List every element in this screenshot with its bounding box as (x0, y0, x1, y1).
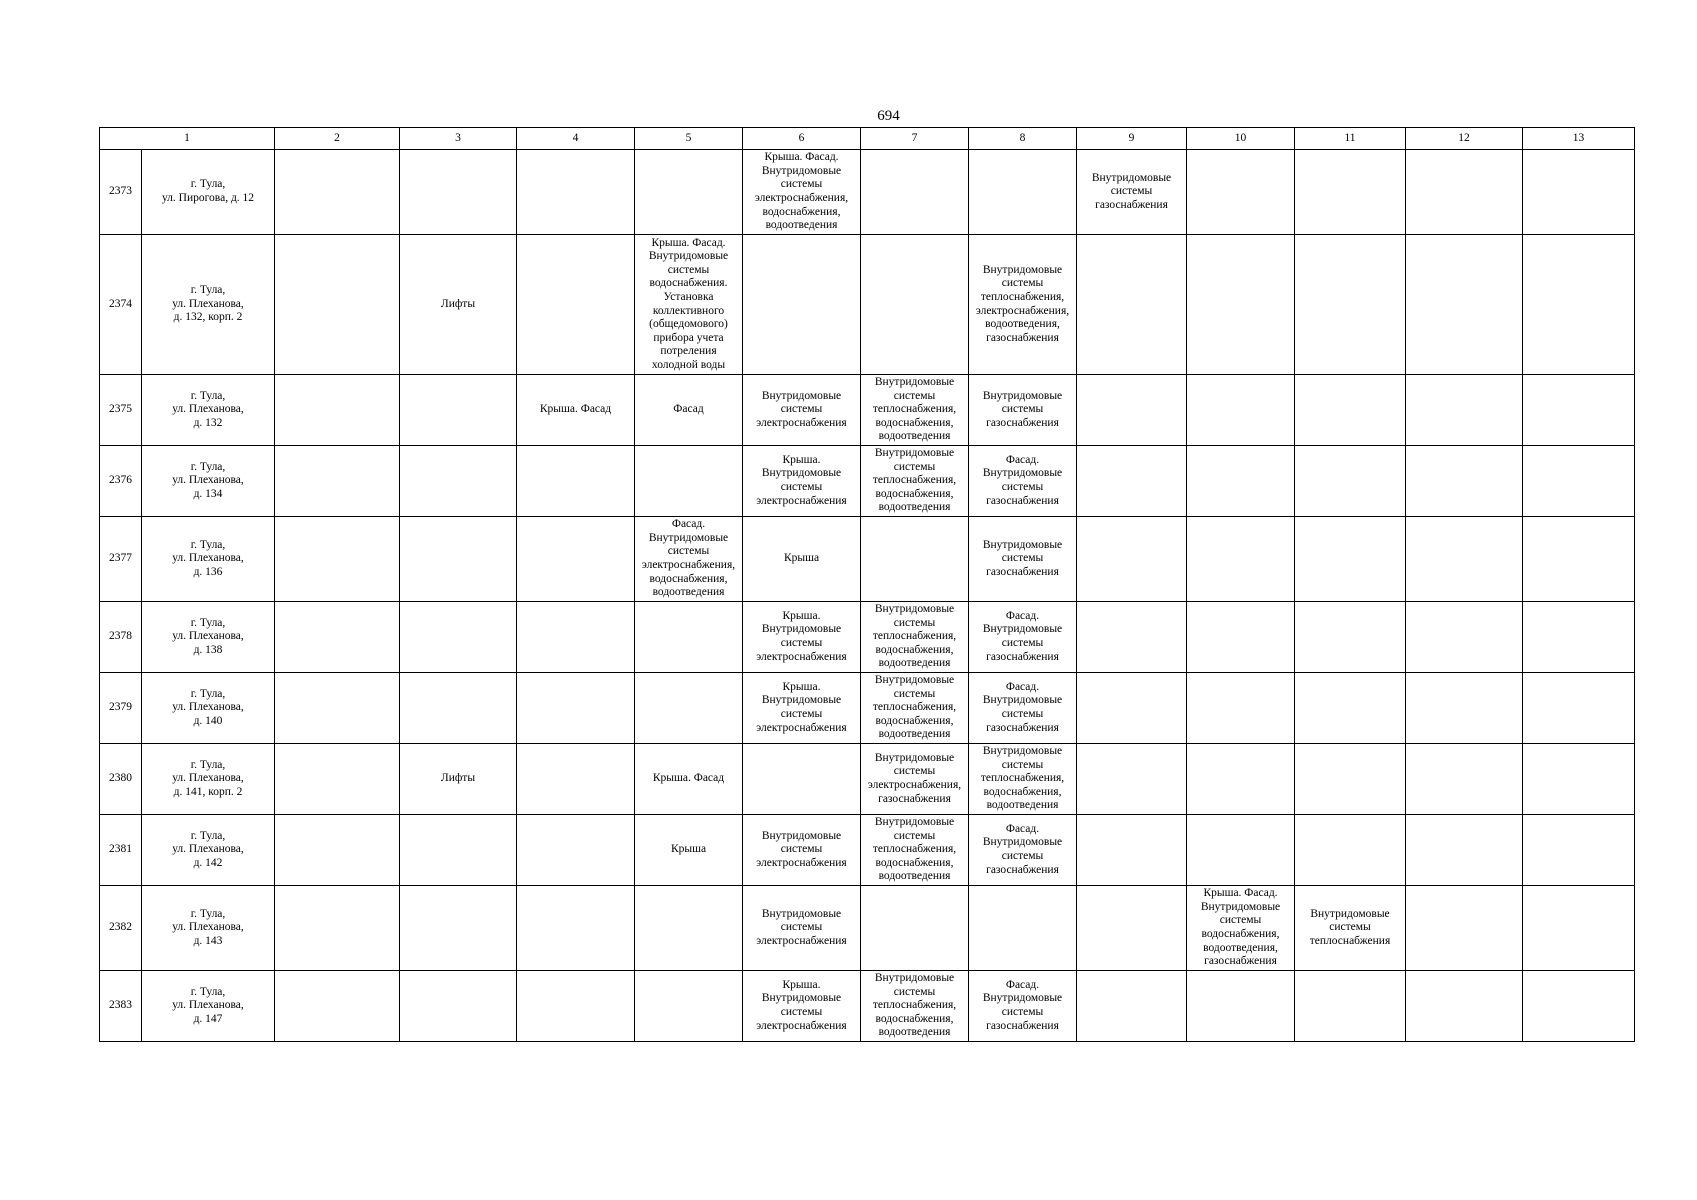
work-type-cell (1077, 517, 1187, 602)
work-type-cell (1406, 886, 1523, 971)
work-type-cell (517, 744, 635, 815)
table-row (100, 235, 1635, 375)
work-type-cell (743, 744, 861, 815)
table-row (100, 971, 1635, 1042)
work-type-cell (517, 886, 635, 971)
work-type-cell (400, 602, 517, 673)
work-type-cell (1077, 375, 1187, 446)
work-type-cell (1187, 517, 1295, 602)
work-type-cell (1295, 375, 1406, 446)
work-type-cell (400, 971, 517, 1042)
work-type-cell (1406, 602, 1523, 673)
work-type-cell: Внутридомовые системы электроснабжения (743, 815, 861, 886)
work-type-cell (1406, 815, 1523, 886)
work-type-cell: Фасад (635, 375, 743, 446)
address-cell: г. Тула, ул. Пирогова, д. 12 (142, 150, 275, 235)
column-number-cell: 9 (1077, 128, 1187, 150)
work-type-cell: Крыша. Фасад. Внутридомовые системы водоснабжения, водоотведения, газоснабжения (1187, 886, 1295, 971)
work-type-cell: Фасад. Внутридомовые системы газоснабжения (969, 673, 1077, 744)
row-number-cell: 2378 (100, 602, 142, 673)
work-type-cell: Внутридомовые системы электроснабжения (743, 375, 861, 446)
work-type-cell (1523, 602, 1635, 673)
work-type-cell (1406, 375, 1523, 446)
address-cell: г. Тула, ул. Плеханова, д. 147 (142, 971, 275, 1042)
work-type-cell (275, 673, 400, 744)
work-type-cell (517, 971, 635, 1042)
column-number-row (100, 128, 1635, 150)
work-type-cell (275, 971, 400, 1042)
work-type-cell (861, 235, 969, 375)
work-type-cell (275, 886, 400, 971)
work-type-cell (1406, 517, 1523, 602)
work-type-cell (1406, 744, 1523, 815)
work-type-cell (1187, 815, 1295, 886)
work-type-cell: Крыша. Внутридомовые системы электроснабжения (743, 446, 861, 517)
work-type-cell (635, 446, 743, 517)
work-type-cell (1523, 150, 1635, 235)
table-row (100, 517, 1635, 602)
work-type-cell: Крыша. Внутридомовые системы электроснабжения (743, 602, 861, 673)
column-number-cell: 13 (1523, 128, 1635, 150)
work-type-cell: Внутридомовые системы теплоснабжения (1295, 886, 1406, 971)
work-type-cell (861, 150, 969, 235)
work-type-cell (400, 886, 517, 971)
work-type-cell (969, 886, 1077, 971)
work-type-cell (1295, 150, 1406, 235)
work-type-cell (517, 517, 635, 602)
column-number-cell: 1 (100, 128, 275, 150)
work-type-cell (1406, 235, 1523, 375)
address-cell: г. Тула, ул. Плеханова, д. 142 (142, 815, 275, 886)
row-number-cell: 2381 (100, 815, 142, 886)
row-number-cell: 2373 (100, 150, 142, 235)
row-number-cell: 2383 (100, 971, 142, 1042)
work-type-cell: Внутридомовые системы теплоснабжения, водоснабжения, водоотведения (861, 375, 969, 446)
work-type-cell: Внутридомовые системы теплоснабжения, водоснабжения, водоотведения (861, 815, 969, 886)
address-cell: г. Тула, ул. Плеханова, д. 132, корп. 2 (142, 235, 275, 375)
work-type-cell (1295, 517, 1406, 602)
work-type-cell (1523, 886, 1635, 971)
column-number-cell: 6 (743, 128, 861, 150)
work-type-cell (1523, 673, 1635, 744)
work-type-cell (1406, 150, 1523, 235)
work-type-cell (517, 150, 635, 235)
work-type-cell: Внутридомовые системы теплоснабжения, водоснабжения, водоотведения (861, 602, 969, 673)
table-row (100, 886, 1635, 971)
page-number: 694 (877, 108, 900, 124)
work-type-cell (635, 602, 743, 673)
work-type-cell: Крыша. Внутридомовые системы электроснабжения (743, 971, 861, 1042)
work-type-cell (1077, 815, 1187, 886)
work-type-cell (1187, 602, 1295, 673)
row-number-cell: 2382 (100, 886, 142, 971)
work-type-cell (1523, 517, 1635, 602)
row-number-cell: 2375 (100, 375, 142, 446)
column-number-cell: 10 (1187, 128, 1295, 150)
work-type-cell (1295, 602, 1406, 673)
address-cell: г. Тула, ул. Плеханова, д. 143 (142, 886, 275, 971)
work-type-cell: Фасад. Внутридомовые системы газоснабжения (969, 815, 1077, 886)
address-cell: г. Тула, ул. Плеханова, д. 136 (142, 517, 275, 602)
work-type-cell (1077, 235, 1187, 375)
work-type-cell (275, 815, 400, 886)
table-row (100, 602, 1635, 673)
table-row (100, 744, 1635, 815)
row-number-cell: 2379 (100, 673, 142, 744)
work-type-cell (1077, 744, 1187, 815)
work-type-cell: Фасад. Внутридомовые системы электроснабжения, водоснабжения, водоотведения (635, 517, 743, 602)
work-type-cell: Фасад. Внутридомовые системы газоснабжения (969, 602, 1077, 673)
work-type-cell (1187, 971, 1295, 1042)
row-number-cell: 2374 (100, 235, 142, 375)
row-number-cell: 2380 (100, 744, 142, 815)
work-type-cell (743, 235, 861, 375)
work-type-cell: Внутридомовые системы газоснабжения (969, 517, 1077, 602)
work-type-cell: Внутридомовые системы теплоснабжения, водоснабжения, водоотведения (861, 446, 969, 517)
table-row (100, 375, 1635, 446)
work-type-cell: Внутридомовые системы теплоснабжения, водоснабжения, водоотведения (969, 744, 1077, 815)
work-type-cell: Внутридомовые системы электроснабжения (743, 886, 861, 971)
work-type-cell (635, 971, 743, 1042)
table-row (100, 673, 1635, 744)
work-type-cell (400, 150, 517, 235)
column-number-cell: 3 (400, 128, 517, 150)
column-number-cell: 11 (1295, 128, 1406, 150)
work-type-cell (275, 744, 400, 815)
work-type-cell (1523, 235, 1635, 375)
work-type-cell (1523, 744, 1635, 815)
work-type-cell (517, 602, 635, 673)
column-number-cell: 4 (517, 128, 635, 150)
work-type-cell (400, 375, 517, 446)
work-type-cell (1187, 446, 1295, 517)
work-type-cell (400, 673, 517, 744)
work-type-cell (275, 235, 400, 375)
work-type-cell (1187, 150, 1295, 235)
work-type-cell (517, 673, 635, 744)
work-type-cell (517, 815, 635, 886)
work-type-cell (275, 517, 400, 602)
work-type-cell (1295, 235, 1406, 375)
work-type-cell (1523, 446, 1635, 517)
work-type-cell (1077, 446, 1187, 517)
work-type-cell: Крыша. Внутридомовые системы электроснабжения (743, 673, 861, 744)
work-type-cell: Крыша. Фасад (517, 375, 635, 446)
work-type-cell (1295, 815, 1406, 886)
repair-schedule-table (99, 127, 1635, 1042)
column-number-cell: 7 (861, 128, 969, 150)
address-cell: г. Тула, ул. Плеханова, д. 132 (142, 375, 275, 446)
work-type-cell (1187, 673, 1295, 744)
work-type-cell (635, 673, 743, 744)
work-type-cell (635, 150, 743, 235)
column-number-cell: 5 (635, 128, 743, 150)
work-type-cell (1077, 886, 1187, 971)
work-type-cell (1295, 971, 1406, 1042)
work-type-cell (635, 886, 743, 971)
work-type-cell: Крыша (635, 815, 743, 886)
work-type-cell: Фасад. Внутридомовые системы газоснабжения (969, 971, 1077, 1042)
work-type-cell (275, 602, 400, 673)
work-type-cell (400, 517, 517, 602)
work-type-cell: Крыша (743, 517, 861, 602)
column-number-cell: 2 (275, 128, 400, 150)
work-type-cell: Лифты (400, 744, 517, 815)
work-type-cell (1523, 971, 1635, 1042)
table-body (100, 128, 1635, 1042)
work-type-cell (1187, 235, 1295, 375)
work-type-cell: Внутридомовые системы электроснабжения, газоснабжения (861, 744, 969, 815)
work-type-cell: Фасад. Внутридомовые системы газоснабжения (969, 446, 1077, 517)
work-type-cell: Лифты (400, 235, 517, 375)
work-type-cell (1187, 744, 1295, 815)
work-type-cell (1077, 971, 1187, 1042)
work-type-cell (400, 446, 517, 517)
table-row (100, 150, 1635, 235)
work-type-cell: Крыша. Фасад. Внутридомовые системы водоснабжения. Установка коллективного (общедомового) прибора учета потреления холодной воды (635, 235, 743, 375)
work-type-cell (275, 375, 400, 446)
work-type-cell: Внутридомовые системы газоснабжения (969, 375, 1077, 446)
work-type-cell (400, 815, 517, 886)
row-number-cell: 2376 (100, 446, 142, 517)
work-type-cell (1077, 673, 1187, 744)
work-type-cell (275, 150, 400, 235)
table-row (100, 815, 1635, 886)
work-type-cell (517, 235, 635, 375)
row-number-cell: 2377 (100, 517, 142, 602)
work-type-cell (275, 446, 400, 517)
column-number-cell: 8 (969, 128, 1077, 150)
column-number-cell: 12 (1406, 128, 1523, 150)
work-type-cell: Внутридомовые системы теплоснабжения, водоснабжения, водоотведения (861, 971, 969, 1042)
work-type-cell: Внутридомовые системы теплоснабжения, электроснабжения, водоотведения, газоснабжения (969, 235, 1077, 375)
work-type-cell (1406, 446, 1523, 517)
work-type-cell (517, 446, 635, 517)
work-type-cell (1406, 971, 1523, 1042)
work-type-cell (1523, 375, 1635, 446)
address-cell: г. Тула, ул. Плеханова, д. 140 (142, 673, 275, 744)
work-type-cell (1295, 744, 1406, 815)
work-type-cell: Внутридомовые системы теплоснабжения, водоснабжения, водоотведения (861, 673, 969, 744)
work-type-cell (1187, 375, 1295, 446)
address-cell: г. Тула, ул. Плеханова, д. 141, корп. 2 (142, 744, 275, 815)
address-cell: г. Тула, ул. Плеханова, д. 134 (142, 446, 275, 517)
work-type-cell (1406, 673, 1523, 744)
work-type-cell (969, 150, 1077, 235)
work-type-cell: Крыша. Фасад. Внутридомовые системы электроснабжения, водоснабжения, водоотведения (743, 150, 861, 235)
table-row (100, 446, 1635, 517)
work-type-cell (861, 517, 969, 602)
work-type-cell (1295, 673, 1406, 744)
work-type-cell: Внутридомовые системы газоснабжения (1077, 150, 1187, 235)
address-cell: г. Тула, ул. Плеханова, д. 138 (142, 602, 275, 673)
work-type-cell (861, 886, 969, 971)
work-type-cell: Крыша. Фасад (635, 744, 743, 815)
work-type-cell (1077, 602, 1187, 673)
work-type-cell (1523, 815, 1635, 886)
work-type-cell (1295, 446, 1406, 517)
